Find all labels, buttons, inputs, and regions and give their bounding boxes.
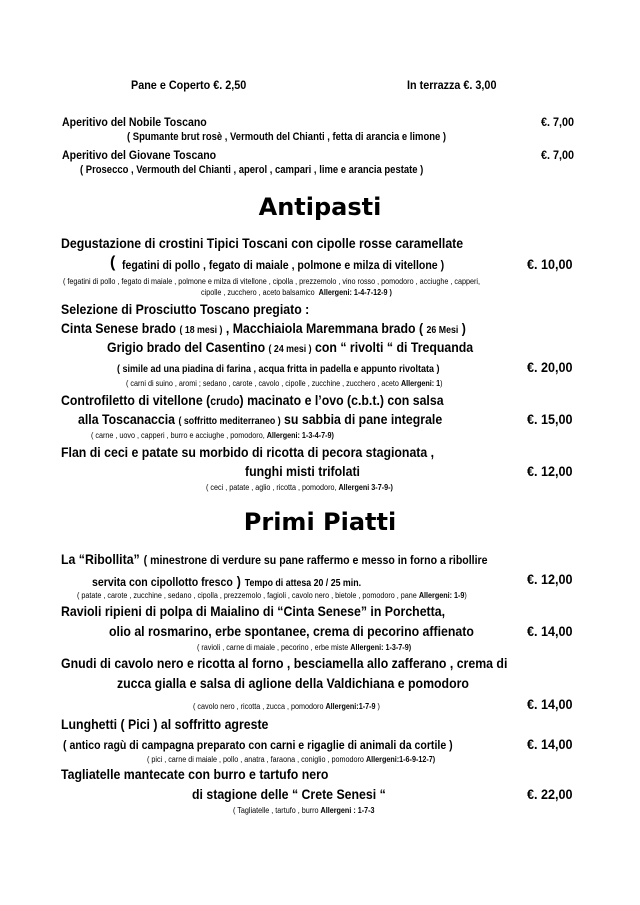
- controfiletto-line1: [61, 392, 496, 408]
- primi-heading: Primi Piatti: [243, 508, 397, 536]
- controfiletto-title-rest: ) macinato e l’ovo (c.b.t.) con salsa: [239, 392, 444, 408]
- flan-title: Flan di ceci e patate su morbido di ricotta di pecora stagionata ,: [61, 444, 435, 460]
- degustazione-allergens: Allergeni: 1-4-7-12-9 ): [318, 288, 392, 297]
- lunghetti-ingredients-text: ( pici , carne di maiale , pollo , anatra , faraona , coniglio , pomodoro: [147, 755, 364, 764]
- gnudi-ingredients-text: ( cavolo nero , ricotta , zucca , pomodoro: [193, 702, 324, 711]
- controfiletto-title: Controfiletto di vitellone (: [61, 392, 211, 408]
- prosciutto-rivolti: con “ rivolti “ di Trequanda: [315, 339, 474, 355]
- lunghetti-title: Lunghetti ( Pici ) al soffritto agreste: [61, 716, 269, 732]
- ribollita-attesa: Tempo di attesa 20 / 25 min.: [244, 578, 362, 589]
- gnudi-subtitle: zucca gialla e salsa di aglione della Valdichiana e pomodoro: [117, 675, 469, 691]
- prosciutto-rivolti-desc: ( simile ad una piadina di farina , acqua fritta in padella e appunto rivoltata ): [117, 364, 440, 375]
- ravioli-ingredients: [197, 643, 435, 652]
- tagliatelle-allergens: Allergeni : 1-7-3: [320, 806, 375, 815]
- flan-price: €. 12,00: [527, 463, 573, 479]
- lunghetti-allergens: Allergeni:1-6-9-12-7): [365, 755, 436, 764]
- degustazione-title: Degustazione di crostini Tipici Toscani con cipolle rosse caramellate: [61, 235, 464, 251]
- ribollita-ingredients-close: ): [464, 591, 467, 600]
- prosciutto-close-paren: ): [461, 320, 466, 336]
- prosciutto-cinta-age: ( 18 mesi ): [179, 325, 223, 336]
- gnudi-ingredients-close: ): [377, 702, 380, 711]
- aperitivo-nobile-price: €. 7,00: [541, 115, 575, 129]
- flan-subtitle: funghi misti trifolati: [245, 463, 360, 479]
- prosciutto-grigio: Grigio brado del Casentino: [107, 339, 266, 355]
- controfiletto-crudo: crudo: [210, 394, 240, 408]
- ribollita-title: La “Ribollita”: [61, 551, 140, 567]
- controfiletto-sabbia: su sabbia di pane integrale: [284, 411, 443, 427]
- antipasti-heading: Antipasti: [258, 193, 382, 221]
- lunghetti-price: €. 14,00: [527, 736, 573, 752]
- prosciutto-ingredients-text: ( carni di suino , aromi ; sedano , carote , cavolo , cipolle , zucchine , zucchero , aceto: [126, 379, 399, 388]
- lunghetti-subtitle: ( antico ragù di campagna preparato con carni e rigaglie di animali da cortile ): [63, 738, 453, 752]
- tagliatelle-ingredients: [233, 806, 390, 815]
- ribollita-ingredients-text: ( patate , carote , zucchine , sedano , cipolla , prezzemolo , fagioli , cavolo nero , bietole , pomodoro , pane: [77, 591, 417, 600]
- gnudi-price: €. 14,00: [527, 696, 573, 712]
- degustazione-ingredients-2: [201, 288, 413, 297]
- prosciutto-cinta: Cinta Senese brado: [61, 320, 177, 336]
- ribollita-desc: ( minestrone di verdure su pane raffermo e messo in forno a ribollire: [143, 553, 488, 567]
- prosciutto-ingredients-close: ): [440, 379, 443, 388]
- ravioli-allergens: Allergeni: 1-3-7-9): [350, 643, 412, 652]
- prosciutto-macchiaiola-age: 26 Mesi: [426, 325, 459, 336]
- prosciutto-allergens: Allergeni: 1: [400, 379, 441, 388]
- ribollita-servita: servita con cipollotto fresco: [92, 575, 233, 589]
- pane-coperto: Pane e Coperto €. 2,50: [131, 78, 247, 92]
- degustazione-price: €. 10,00: [527, 256, 573, 272]
- prosciutto-price: €. 20,00: [527, 359, 573, 375]
- controfiletto-line2: [78, 411, 492, 427]
- ribollita-price: €. 12,00: [527, 571, 573, 587]
- terrazza-price: In terrazza €. 3,00: [407, 78, 497, 92]
- prosciutto-line3: [107, 339, 523, 355]
- aperitivo-giovane-price: €. 7,00: [541, 148, 575, 162]
- ribollita-line1: [61, 551, 546, 569]
- prosciutto-macchiaiola: , Macchiaiola Maremmana brado (: [225, 320, 424, 336]
- tagliatelle-subtitle: di stagione delle “ Crete Senesi “: [192, 786, 386, 802]
- degustazione-open-paren: (: [110, 254, 116, 271]
- flan-ingredients: [206, 483, 414, 492]
- ribollita-ingredients: [77, 591, 510, 600]
- controfiletto-ingredients-text: ( carne , uovo , capperi , burro e acciughe , pomodoro,: [91, 431, 265, 440]
- aperitivo-giovane-desc: ( Prosecco , Vermouth del Chianti , aperol , campari , lime e arancia pestate ): [80, 164, 424, 176]
- controfiletto-allergens: Allergeni: 1-3-4-7-9): [266, 431, 334, 440]
- gnudi-title: Gnudi di cavolo nero e ricotta al forno , besciamella allo zafferano , crema di: [61, 655, 508, 671]
- degustazione-ingredients-2a: cipolle , zucchero , aceto balsamico: [201, 288, 315, 297]
- prosciutto-ingredients: [126, 379, 478, 388]
- gnudi-allergens: Allergeni:1-7-9: [325, 702, 376, 711]
- flan-allergens: Allergeni 3-7-9-): [338, 483, 393, 492]
- aperitivo-nobile-desc: ( Spumante brut rosè , Vermouth del Chianti , fetta di arancia e limone ): [127, 131, 447, 143]
- ravioli-title: Ravioli ripieni di polpa di Maialino di “Cinta Senese” in Porchetta,: [61, 603, 446, 619]
- tagliatelle-ingredients-text: ( Tagliatelle , tartufo , burro: [233, 806, 319, 815]
- tagliatelle-title: Tagliatelle mantecate con burro e tartufo nero: [61, 766, 329, 782]
- aperitivo-giovane-name: Aperitivo del Giovane Toscano: [62, 148, 217, 162]
- controfiletto-price: €. 15,00: [527, 411, 573, 427]
- controfiletto-ingredients: [91, 431, 361, 440]
- prosciutto-title: Selezione di Prosciutto Toscano pregiato :: [61, 301, 310, 317]
- degustazione-subtitle: fegatini di pollo , fegato di maiale , polmone e milza di vitellone ): [122, 258, 445, 272]
- aperitivo-nobile-name: Aperitivo del Nobile Toscano: [62, 115, 207, 129]
- ravioli-subtitle: olio al rosmarino, erbe spontanee, crema di pecorino affienato: [109, 623, 474, 639]
- prosciutto-line2: [61, 320, 521, 336]
- lunghetti-ingredients: [147, 755, 467, 764]
- flan-ingredients-text: ( ceci , patate , aglio , ricotta , pomodoro,: [206, 483, 337, 492]
- ribollita-line2: [92, 573, 398, 591]
- ribollita-allergens: Allergeni: 1-9: [418, 591, 465, 600]
- controfiletto-toscanaccia: alla Toscanaccia: [78, 411, 176, 427]
- ribollita-close-paren: ): [236, 573, 241, 589]
- ravioli-price: €. 14,00: [527, 623, 573, 639]
- degustazione-ingredients-1: ( fegatini di pollo , fegato di maiale , polmone e milza di vitellone , cipolla , prezzemolo , vino rosso , pomodoro , acciughe , capperi,: [63, 277, 481, 286]
- prosciutto-grigio-age: ( 24 mesi ): [268, 344, 312, 355]
- gnudi-ingredients: [193, 702, 401, 711]
- tagliatelle-price: €. 22,00: [527, 786, 573, 802]
- controfiletto-soffritto: ( soffritto mediterraneo ): [178, 416, 281, 427]
- ravioli-ingredients-text: ( ravioli , carne di maiale , pecorino , erbe miste: [197, 643, 349, 652]
